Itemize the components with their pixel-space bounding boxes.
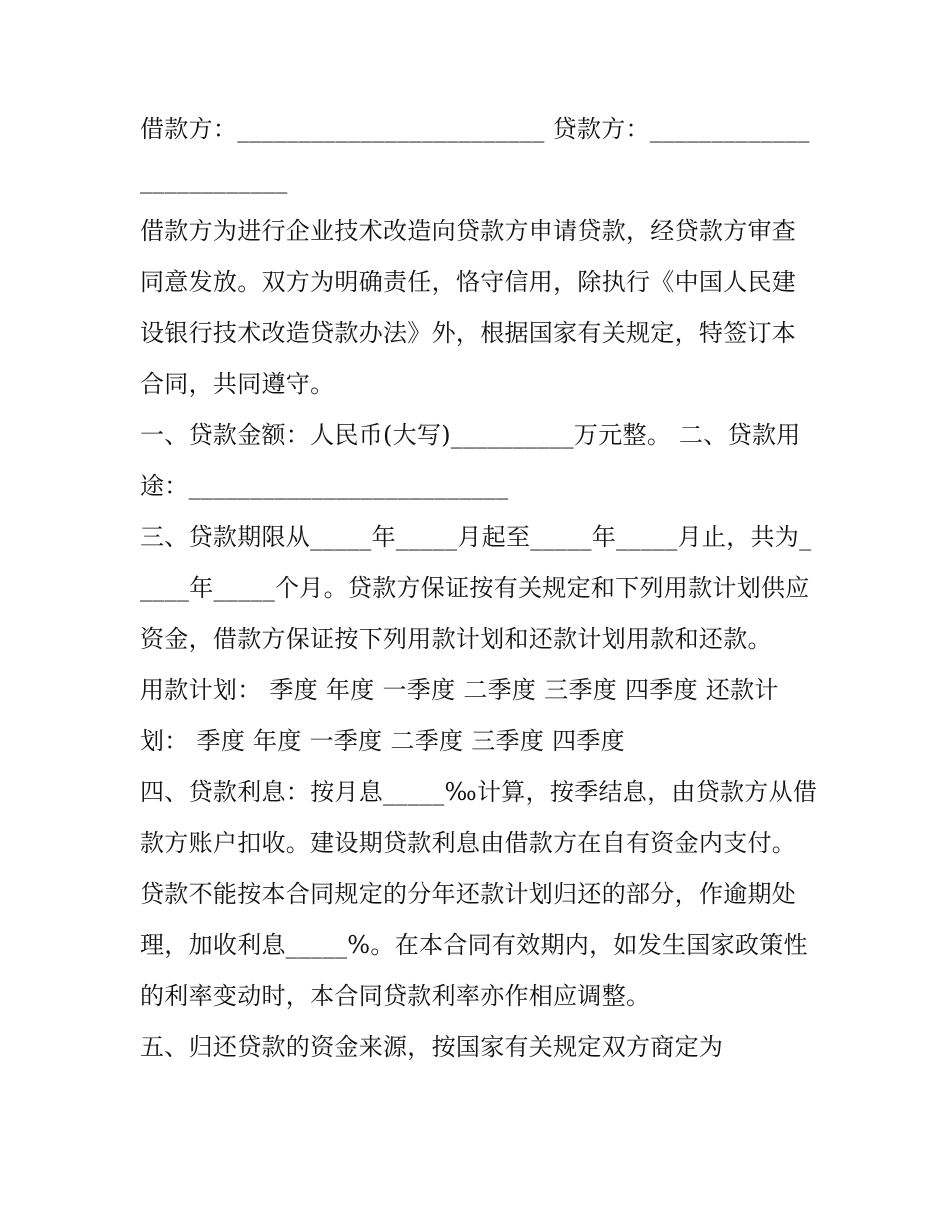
preamble-paragraph: 借款方为进行企业技术改造向贷款方申请贷款，经贷款方审查同意发放。双方为明确责任，恪守信用，除执行《中国人民建设银行技术改造贷款办法》外，根据国家有关规定，特签订本合同，共同遵守。 — [140, 217, 797, 398]
parties-line: 借款方：_________________________ 贷款方：_________________________ — [140, 115, 810, 194]
contract-body — [140, 104, 820, 1073]
clause-schedule: 用款计划： 季度 年度 一季度 二季度 三季度 四季度 还款计划： 季度 年度 一季度 二季度 三季度 四季度 — [140, 676, 779, 755]
clause-interest: 四、贷款利息：按月息_____‰计算，按季结息，由贷款方从借款方账户扣收。建设期贷款利息由借款方在自有资金内支付。贷款不能按本合同规定的分年还款计划归还的部分，作逾期处理，加收利息_____%。在本合同有效期内，如发生国家政策性的利率变动时，本合同贷款利率亦作相应调整。 — [140, 778, 818, 1010]
clause-term: 三、贷款期限从_____年_____月起至_____年_____月止，共为_____年_____个月。贷款方保证按有关规定和下列用款计划供应资金，借款方保证按下列用款计划和还款计划用款和还款。 — [140, 523, 812, 653]
clause-amount-purpose: 一、贷款金额：人民币(大写)__________万元整。 二、贷款用途：__________________________ — [140, 421, 801, 500]
clause-repayment-source: 五、归还贷款的资金来源，按国家有关规定双方商定为 — [140, 1033, 724, 1061]
